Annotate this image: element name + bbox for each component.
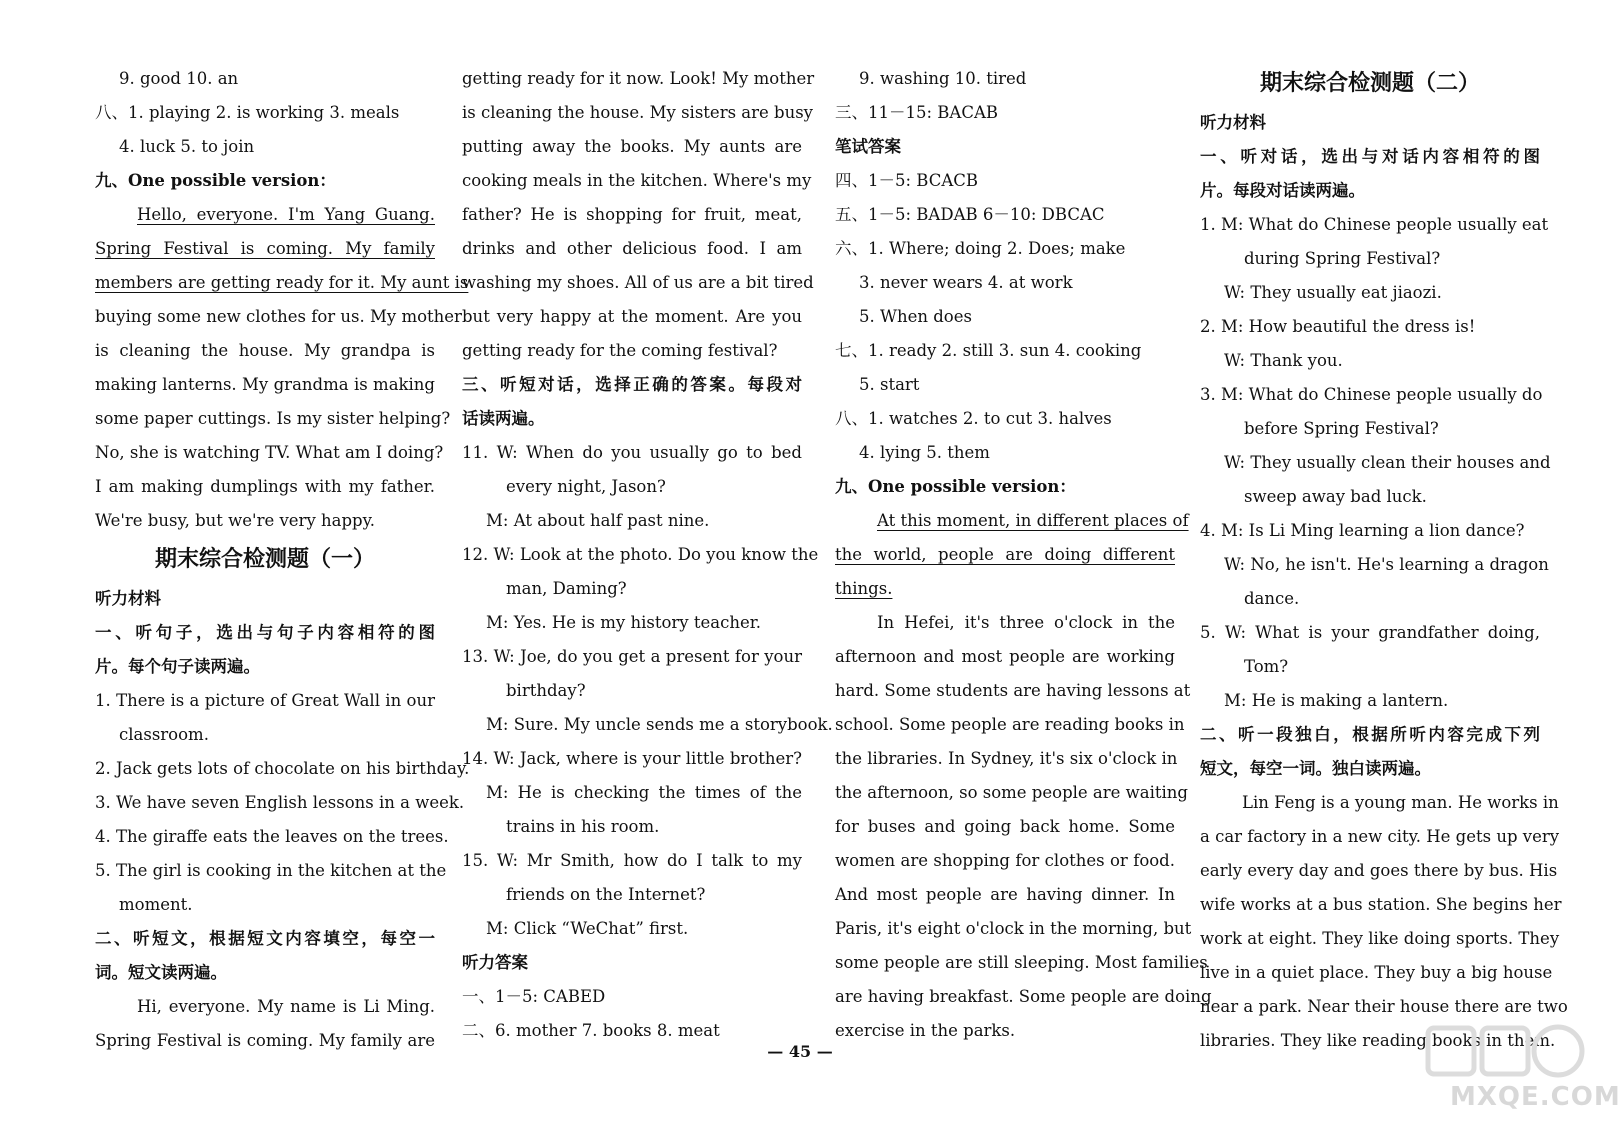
text-line: We're busy, but we're very happy. (95, 511, 375, 530)
text-line: father? He is shopping for fruit, meat, (462, 205, 802, 224)
text-line: Lin Feng is a young man. He works in (1242, 793, 1559, 812)
text-line: the libraries. In Sydney, it's six o'clock in (835, 749, 1178, 768)
text-line: things. (835, 579, 893, 598)
text-line: for buses and going back home. Some (835, 817, 1175, 836)
text-line: every night, Jason? (506, 477, 666, 496)
text-line: 13. W: Joe, do you get a present for your (462, 647, 802, 666)
text-line: women are shopping for clothes or food. (835, 851, 1175, 870)
text-line: 3. We have seven English lessons in a week. (95, 793, 465, 812)
text-line: is cleaning the house. My grandpa is (95, 341, 435, 360)
text-line: M: He is making a lantern. (1224, 691, 1449, 710)
text-line: 5. start (859, 375, 920, 394)
text-line: 3. M: What do Chinese people usually do (1200, 385, 1543, 404)
text-line: getting ready for it now. Look! My mother (462, 69, 815, 88)
text-line: buying some new clothes for us. My mother (95, 307, 462, 326)
column-4 (1200, 62, 1568, 1058)
text-line: W: Thank you. (1224, 351, 1343, 370)
text-line: Tom? (1244, 657, 1289, 676)
text-line: libraries. They like reading books in them. (1200, 1031, 1556, 1050)
text-line: 一、听句子，选出与句子内容相符的图 (95, 623, 435, 642)
text-line: 五、1－5: BADAB 6－10: DBCAC (835, 205, 1105, 224)
text-line: 四、1－5: BCACB (835, 171, 979, 190)
text-line: 片。每段对话读两遍。 (1200, 181, 1365, 200)
text-line: 5. When does (859, 307, 972, 326)
text-line: trains in his room. (506, 817, 660, 836)
text-line: W: They usually clean their houses and (1224, 453, 1551, 472)
text-line: 笔试答案 (835, 137, 901, 156)
text-line: In Hefei, it's three o'clock in the (877, 613, 1175, 632)
column-1 (95, 62, 470, 1058)
text-line: 短文，每空一词。独白读两遍。 (1200, 759, 1431, 778)
text-line: 3. never wears 4. at work (859, 273, 1073, 292)
text-line: 词。短文读两遍。 (95, 963, 227, 982)
text-line: 听力答案 (462, 953, 528, 972)
text-line: W: They usually eat jiaozi. (1224, 283, 1442, 302)
text-line: 2. Jack gets lots of chocolate on his birthday. (95, 759, 470, 778)
text-line: 一、1－5: CABED (462, 987, 606, 1006)
text-line: No, she is watching TV. What am I doing? (95, 443, 444, 462)
text-line: drinks and other delicious food. I am (462, 239, 802, 258)
text-line: exercise in the parks. (835, 1021, 1016, 1040)
section-title: 期末综合检测题（二） (1259, 71, 1480, 96)
text-line: 八、1. playing 2. is working 3. meals (95, 103, 400, 122)
text-line: And most people are having dinner. In (835, 885, 1175, 904)
text-line: M: He is checking the times of the (486, 783, 802, 802)
text-line: making lanterns. My grandma is making (95, 375, 435, 394)
text-line: live in a quiet place. They buy a big house (1200, 963, 1553, 982)
text-line: getting ready for the coming festival? (462, 341, 778, 360)
text-line: 听力材料 (1200, 113, 1266, 132)
text-line: friends on the Internet? (506, 885, 706, 904)
text-line: 三、听短对话，选择正确的答案。每段对 (462, 375, 802, 394)
text-line: some paper cuttings. Is my sister helping? (95, 409, 451, 428)
text-line: Spring Festival is coming. My family (95, 239, 435, 258)
text-line: work at eight. They like doing sports. They (1200, 929, 1560, 948)
text-line: 12. W: Look at the photo. Do you know the (462, 545, 819, 564)
text-line: members are getting ready for it. My aunt is (95, 273, 469, 292)
text-line: 5. W: What is your grandfather doing, (1200, 623, 1540, 642)
text-line: but very happy at the moment. Are you (462, 307, 802, 326)
text-line: 六、1. Where; doing 2. Does; make (835, 239, 1126, 258)
text-line: 七、1. ready 2. still 3. sun 4. cooking (835, 341, 1142, 360)
text-line: man, Daming? (506, 579, 627, 598)
text-line: 9. good 10. an (119, 69, 239, 88)
text-line: before Spring Festival? (1244, 419, 1439, 438)
text-line: 11. W: When do you usually go to bed (462, 443, 802, 462)
text-line: dance. (1244, 589, 1300, 608)
text-line: 一、听对话，选出与对话内容相符的图 (1200, 147, 1540, 166)
page-number: — 45 — (767, 1042, 833, 1061)
text-line: during Spring Festival? (1244, 249, 1441, 268)
text-line: sweep away bad luck. (1244, 487, 1427, 506)
text-line: 二、听短文，根据短文内容填空，每空一 (95, 929, 435, 948)
text-line: 14. W: Jack, where is your little brother? (462, 749, 802, 768)
text-line: early every day and goes there by bus. His (1200, 861, 1558, 880)
watermark-text: MXQE.COM (1450, 1082, 1621, 1112)
text-line: 二、6. mother 7. books 8. meat (462, 1021, 720, 1040)
text-line: 二、听一段独白，根据所听内容完成下列 (1200, 725, 1540, 744)
text-line: a car factory in a new city. He gets up very (1200, 827, 1560, 846)
text-line: birthday? (506, 681, 586, 700)
text-line: putting away the books. My aunts are (462, 137, 802, 156)
text-line: 15. W: Mr Smith, how do I talk to my (462, 851, 802, 870)
text-line: 八、1. watches 2. to cut 3. halves (835, 409, 1112, 428)
text-line: classroom. (119, 725, 209, 744)
text-line: wife works at a bus station. She begins her (1200, 895, 1562, 914)
text-line: afternoon and most people are working (835, 647, 1175, 666)
text-line: Hi, everyone. My name is Li Ming. (137, 997, 435, 1016)
text-line: Hello, everyone. I'm Yang Guang. (137, 205, 435, 224)
text-line: M: Sure. My uncle sends me a storybook. (486, 715, 833, 734)
text-line: hard. Some students are having lessons at (835, 681, 1191, 700)
text-line: 4. The giraffe eats the leaves on the trees. (95, 827, 449, 846)
text-line: 话读两遍。 (462, 409, 545, 428)
text-line: some people are still sleeping. Most families (835, 953, 1208, 972)
column-3 (835, 62, 1212, 1048)
text-line: 4. luck 5. to join (119, 137, 255, 156)
text-line: the afternoon, so some people are waiting (835, 783, 1188, 802)
text-line: 三、11－15: BACAB (835, 103, 999, 122)
text-line: 1. M: What do Chinese people usually eat (1200, 215, 1549, 234)
text-line: Paris, it's eight o'clock in the morning, but (835, 919, 1192, 938)
text-line: 4. M: Is Li Ming learning a lion dance? (1200, 521, 1525, 540)
text-line: washing my shoes. All of us are a bit tired (462, 273, 814, 292)
text-line: Spring Festival is coming. My family are (95, 1031, 435, 1050)
text-line: M: Yes. He is my history teacher. (486, 613, 762, 632)
text-line: 听力材料 (95, 589, 161, 608)
text-line: cooking meals in the kitchen. Where's my (462, 171, 812, 190)
text-line: W: No, he isn't. He's learning a dragon (1224, 555, 1549, 574)
text-line: near a park. Near their house there are two (1200, 997, 1568, 1016)
text-line: 9. washing 10. tired (859, 69, 1027, 88)
text-line: school. Some people are reading books in (835, 715, 1185, 734)
text-line: M: At about half past nine. (486, 511, 710, 530)
text-line: the world, people are doing different (835, 545, 1175, 564)
text-line: At this moment, in different places of (877, 511, 1189, 530)
text-line: are having breakfast. Some people are doing (835, 987, 1212, 1006)
text-line: 九、One possible version： (835, 477, 1076, 496)
text-line: 5. The girl is cooking in the kitchen at the (95, 861, 447, 880)
text-line: 1. There is a picture of Great Wall in our (95, 691, 435, 710)
text-line: 2. M: How beautiful the dress is! (1200, 317, 1476, 336)
text-line: M: Click “WeChat” first. (486, 919, 689, 938)
column-2 (462, 62, 833, 1048)
section-title: 期末综合检测题（一） (154, 547, 375, 572)
text-line: moment. (119, 895, 193, 914)
text-line: is cleaning the house. My sisters are busy (462, 103, 814, 122)
text-line: I am making dumplings with my father. (95, 477, 435, 496)
text-line: 九、One possible version： (95, 171, 336, 190)
text-line: 片。每个句子读两遍。 (95, 657, 260, 676)
text-line: 4. lying 5. them (859, 443, 990, 462)
